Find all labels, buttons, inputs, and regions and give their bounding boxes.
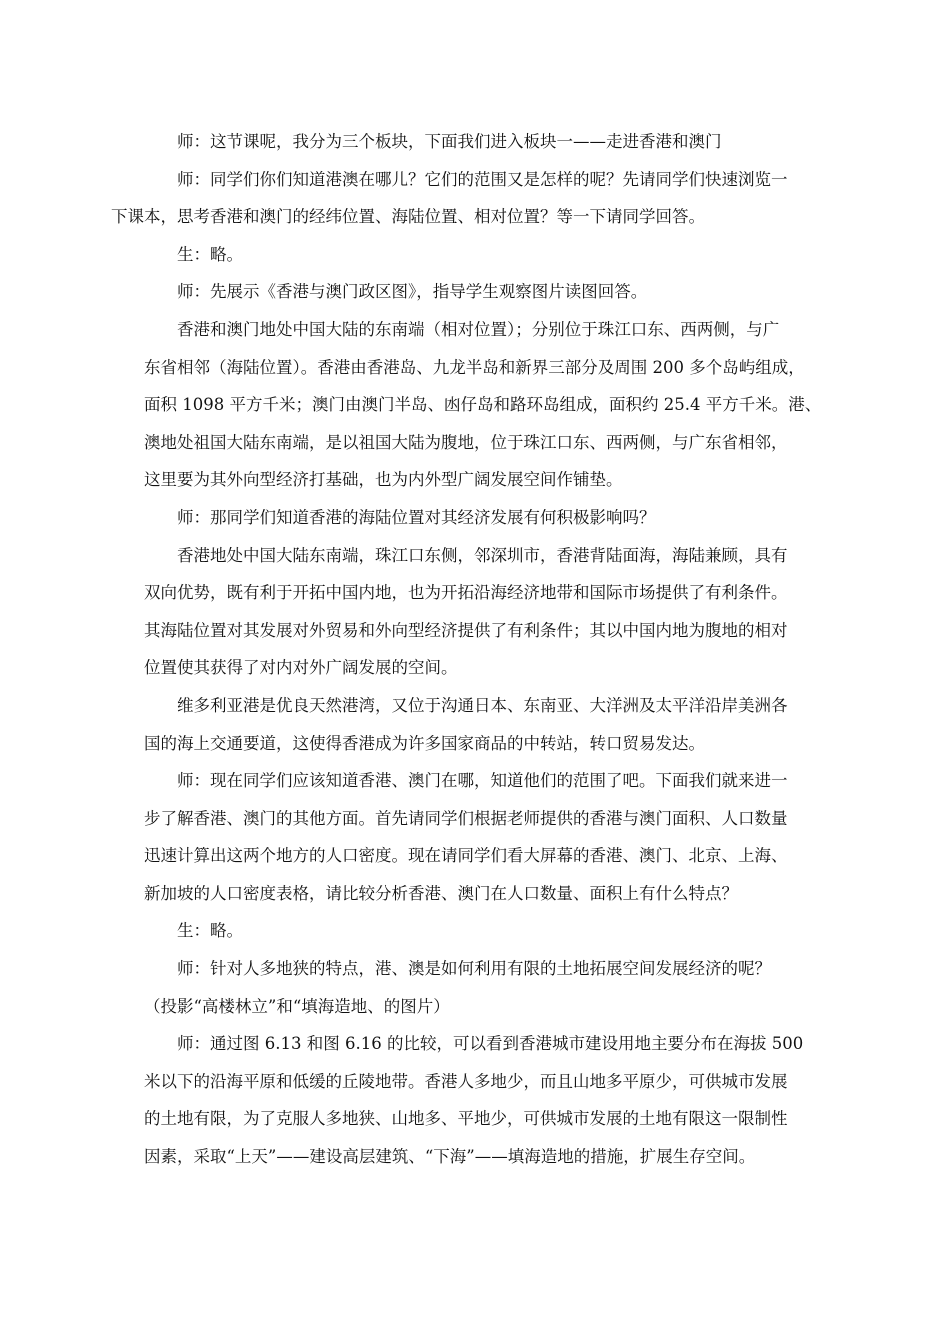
text-line: 的土地有限，为了克服人多地狭、山地多、平地少，可供城市发展的土地有限这一限制性	[144, 1109, 788, 1129]
text-line: 下课本，思考香港和澳门的经纬位置、海陆位置、相对位置？等一下请同学回答。	[111, 207, 705, 227]
paragraph	[144, 311, 822, 499]
text-line: 师：针对人多地狭的特点，港、澳是如何利用有限的土地拓展空间发展经济的呢？	[177, 959, 771, 979]
paragraph	[144, 762, 816, 912]
paragraph	[144, 537, 816, 687]
text-line: 位置使其获得了对内对外广阔发展的空间。	[144, 658, 458, 678]
text-line: 维多利亚港是优良天然港湾，又位于沟通日本、东南亚、大洋洲及太平洋沿岸美洲各	[177, 695, 788, 715]
text-line: 这里要为其外向型经济打基础，也为内外型广阔发展空间作铺垫。	[144, 470, 623, 490]
paragraph	[144, 687, 816, 762]
document-body	[111, 123, 822, 1176]
text-line: 师：通过图 6.13 和图 6.16 的比较，可以看到香港城市建设用地主要分布在海拔 500	[177, 1034, 804, 1054]
paragraph	[144, 123, 816, 161]
paragraph	[144, 499, 816, 537]
text-line: 东省相邻（海陆位置）。香港由香港岛、九龙半岛和新界三部分及周围 200 多个岛屿组成，	[144, 357, 805, 377]
text-line: 师：先展示《香港与澳门政区图》，指导学生观察图片读图回答。	[177, 282, 648, 302]
text-line: 步了解香港、澳门的其他方面。首先请同学们根据老师提供的香港与澳门面积、人口数量	[144, 808, 788, 828]
text-line: 米以下的沿海平原和低缓的丘陵地带。香港人多地少，而且山地多平原少，可供城市发展	[144, 1071, 788, 1091]
text-line: 师：同学们你们知道港澳在哪儿？它们的范围又是怎样的呢？先请同学们快速浏览一	[177, 169, 788, 189]
text-line: 师：那同学们知道香港的海陆位置对其经济发展有何积极影响吗？	[177, 507, 656, 527]
text-line: 其海陆位置对其发展对外贸易和外向型经济提供了有利条件；其以中国内地为腹地的相对	[144, 620, 788, 640]
text-line: 新加坡的人口密度表格，请比较分析香港、澳门在人口数量、面积上有什么特点？	[144, 883, 738, 903]
text-line: （投影“高楼林立”和“填海造地、的图片）	[144, 996, 450, 1016]
text-line: 双向优势，既有利于开拓中国内地，也为开拓沿海经济地带和国际市场提供了有利条件。	[144, 583, 788, 603]
text-line: 澳地处祖国大陆东南端，是以祖国大陆为腹地，位于珠江口东、西两侧，与广东省相邻，	[144, 432, 788, 452]
text-line: 面积 1098 平方千米；澳门由澳门半岛、凼仔岛和路环岛组成，面积约 25.4 平方千米。港、	[144, 395, 822, 415]
paragraph	[144, 912, 816, 950]
text-line: 师：这节课呢，我分为三个板块，下面我们进入板块一——走进香港和澳门	[177, 132, 722, 151]
text-line: 香港和澳门地处中国大陆的东南端（相对位置）；分别位于珠江口东、西两侧，与广	[177, 319, 780, 339]
text-line: 生：略。	[177, 921, 243, 941]
paragraph	[111, 161, 816, 236]
text-line: 因素，采取“上天”——建设高层建筑、“下海”——填海造地的措施，扩展生存空间。	[144, 1147, 756, 1167]
text-line: 生：略。	[177, 244, 243, 264]
paragraph	[144, 236, 816, 274]
paragraph	[144, 1025, 816, 1175]
text-line: 国的海上交通要道，这使得香港成为许多国家商品的中转站，转口贸易发达。	[144, 733, 705, 753]
text-line: 师：现在同学们应该知道香港、澳门在哪，知道他们的范围了吧。下面我们就来进一	[177, 771, 788, 791]
paragraph	[144, 950, 816, 1025]
text-line: 迅速计算出这两个地方的人口密度。现在请同学们看大屏幕的香港、澳门、北京、上海、	[144, 846, 788, 866]
text-line: 香港地处中国大陆东南端，珠江口东侧，邻深圳市，香港背陆面海，海陆兼顾，具有	[177, 545, 788, 565]
paragraph	[144, 273, 816, 311]
